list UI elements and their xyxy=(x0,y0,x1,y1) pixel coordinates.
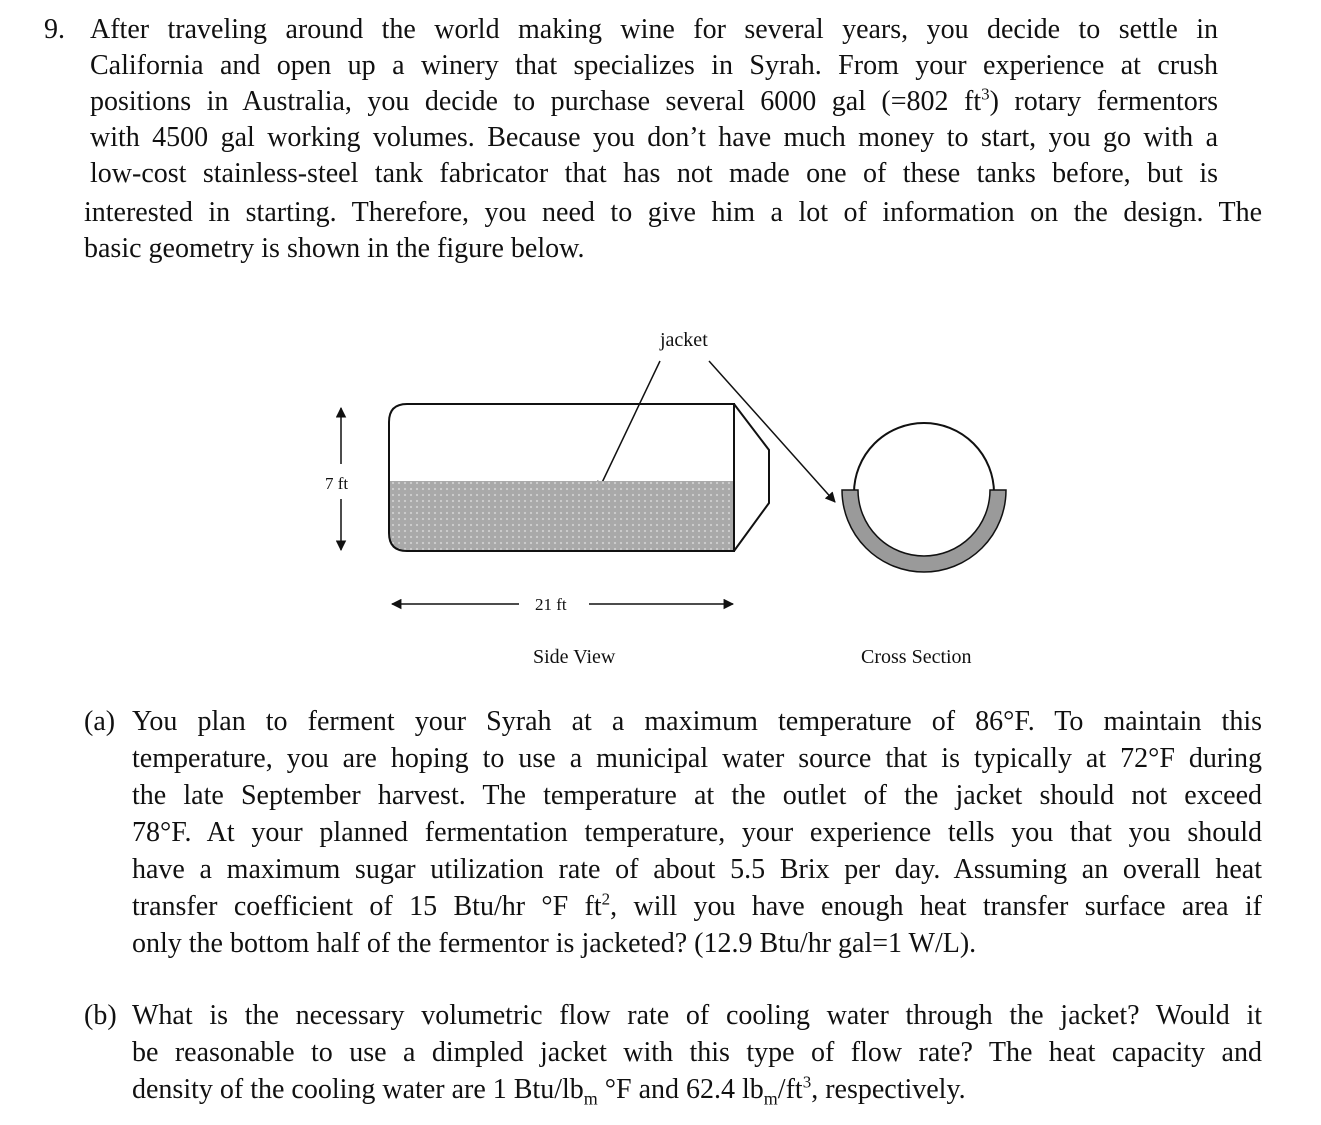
part-b-line-1: What is the necessary volumetric flow rate of cooling water through the jacket? Would it xyxy=(132,1000,1262,1031)
intro-line-4: with 4500 gal working volumes. Because you don’t have much money to start, you go with a xyxy=(90,122,1218,153)
tank-body xyxy=(389,404,734,551)
part-b-line-3-sub-2: m xyxy=(763,1088,778,1109)
part-a-line-7: only the bottom half of the fermentor is jacketed? (12.9 Btu/hr gal=1 W/L). xyxy=(132,928,977,959)
jacket-label: jacket xyxy=(660,329,708,351)
height-label: 7 ft xyxy=(325,474,349,493)
part-a-label: (a) xyxy=(84,706,116,737)
part-a-line-6 xyxy=(132,888,1262,925)
jacket-leader-line-cross xyxy=(709,361,835,502)
intro-line-6: interested in starting. Therefore, you need to give him a lot of information on the design. The xyxy=(84,197,1262,228)
intro-paragraph-2 xyxy=(84,195,1262,267)
intro-line-5: low-cost stainless-steel tank fabricator that has not made one of these tanks before, but is xyxy=(90,158,1218,189)
intro-line-3-text: positions in Australia, you decide to purchase several 6000 gal (=802 ft xyxy=(90,86,982,117)
part-a-line-6-tail: , will you have enough heat transfer surface area if xyxy=(610,891,1263,922)
intro-line-3 xyxy=(90,84,1218,120)
part-b-line-3-b: °F and 62.4 lb xyxy=(597,1074,764,1105)
intro-line-3-tail: ) rotary fermentors xyxy=(989,86,1218,117)
intro-paragraph-1 xyxy=(90,12,1218,192)
part-a-line-5: have a maximum sugar utilization rate of about 5.5 Brix per day. Assuming an overall heat xyxy=(132,854,1262,885)
part-b-label: (b) xyxy=(84,1000,117,1031)
cross-section-caption: Cross Section xyxy=(861,646,972,668)
part-a-paragraph xyxy=(132,703,1262,962)
jacket-leader-line-side xyxy=(598,361,660,491)
part-a-line-3: the late September harvest. The temperature at the outlet of the jacket should not exceed xyxy=(132,780,1262,811)
part-a-line-2: temperature, you are hoping to use a municipal water source that is typically at 72°F during xyxy=(132,743,1262,774)
tank-liquid xyxy=(389,481,734,551)
part-b-line-3-d: , respectively. xyxy=(811,1074,966,1105)
part-a-line-4: 78°F. At your planned fermentation temperature, your experience tells you that you should xyxy=(132,817,1262,848)
part-a-line-6-text: transfer coefficient of 15 Btu/hr °F ft xyxy=(132,891,602,922)
part-b-line-3-sub-1: m xyxy=(583,1088,598,1109)
part-b-line-3-c: /ft xyxy=(777,1074,803,1105)
part-b-paragraph xyxy=(132,997,1262,1108)
part-b-line-3-a: density of the cooling water are 1 Btu/lb xyxy=(132,1074,584,1105)
problem-number: 9. xyxy=(44,14,65,45)
intro-line-1: After traveling around the world making wine for several years, you decide to settle in xyxy=(90,14,1218,45)
cross-section-jacket xyxy=(842,490,1006,572)
side-view-caption: Side View xyxy=(533,646,616,668)
tank-cone-end xyxy=(734,404,769,551)
length-label: 21 ft xyxy=(535,595,567,614)
part-b-line-2: be reasonable to use a dimpled jacket with this type of flow rate? The heat capacity and xyxy=(132,1037,1262,1068)
intro-line-2: California and open up a winery that specializes in Syrah. From your experience at crush xyxy=(90,50,1218,81)
part-b-line-3-superscript: 3 xyxy=(802,1072,812,1092)
part-b-line-3 xyxy=(132,1071,1262,1108)
part-a-line-6-superscript: 2 xyxy=(601,889,611,909)
part-a-line-1: You plan to ferment your Syrah at a maximum temperature of 86°F. To maintain this xyxy=(132,706,1262,737)
intro-line-3-superscript: 3 xyxy=(981,84,990,104)
cross-section-tank xyxy=(854,423,994,563)
intro-line-7: basic geometry is shown in the figure below. xyxy=(84,233,585,264)
